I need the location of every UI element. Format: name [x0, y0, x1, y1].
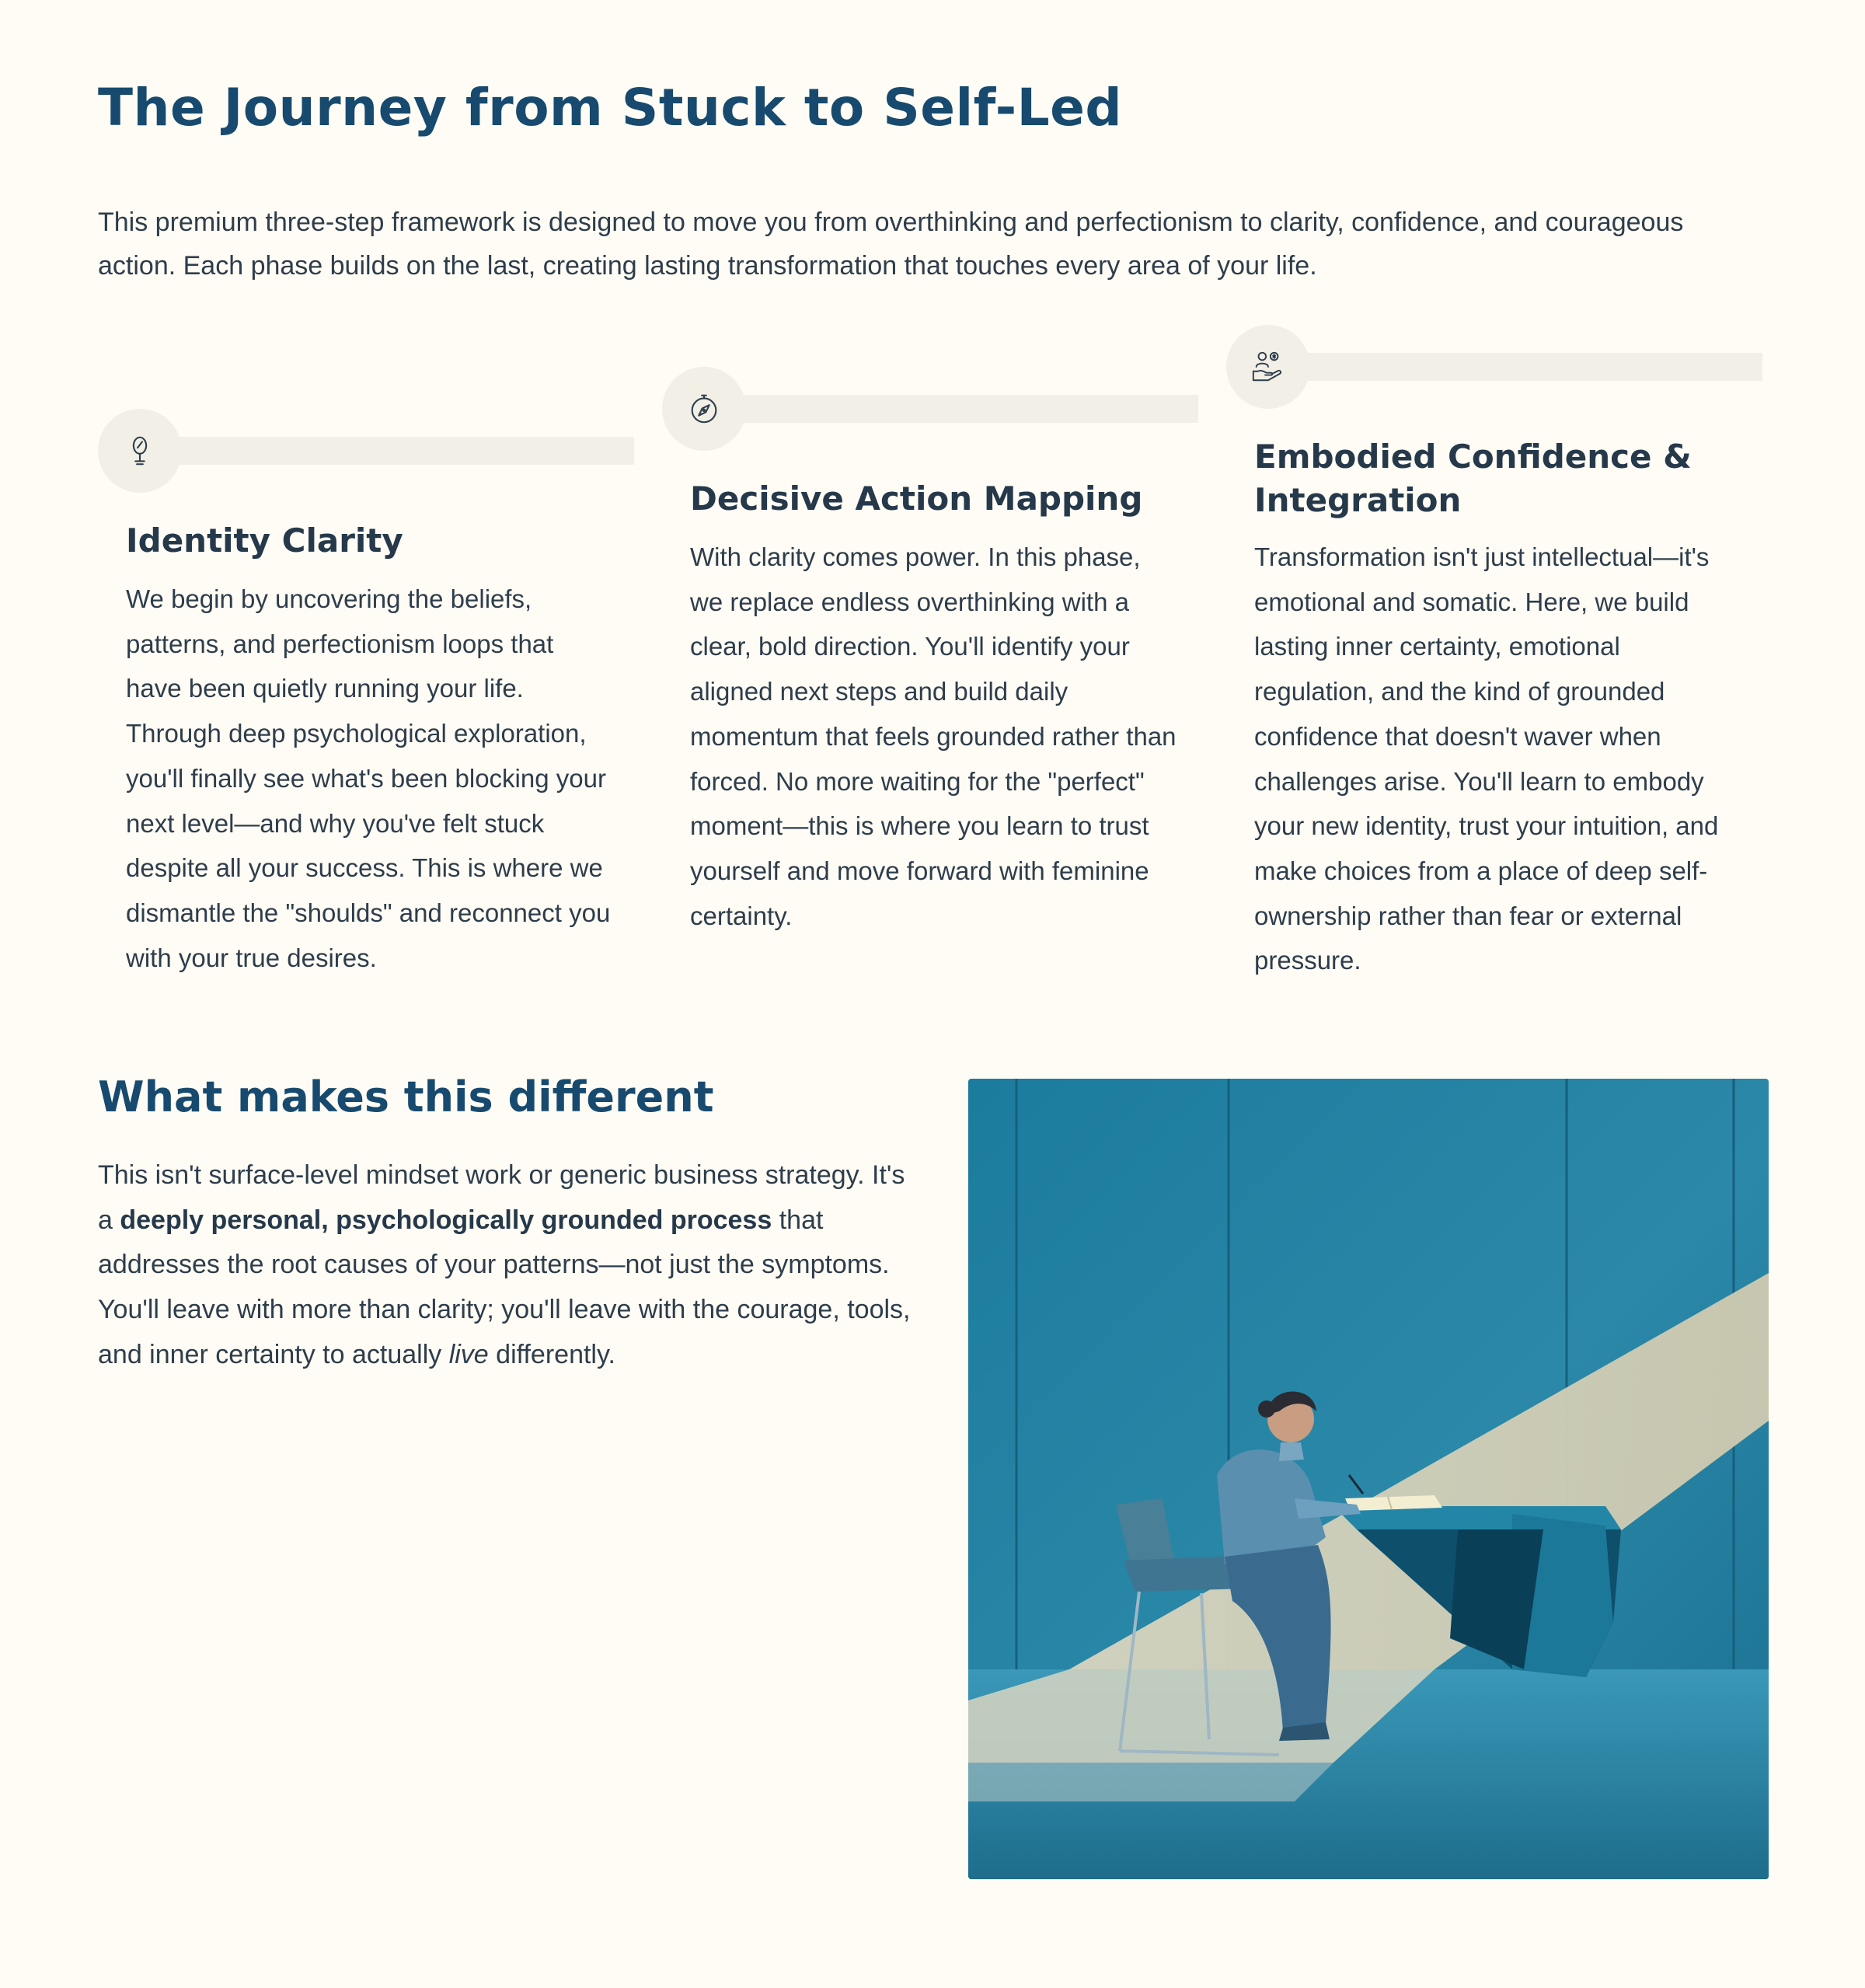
step-identity-clarity — [98, 409, 642, 984]
step-body: Transformation isn't just intellectual—it's emotional and somatic. Here, we build lasting inner certainty, emotional regulation, and the kind of grounded confidence that doesn't waver when challenges arise. You'll learn to embody your new identity, trust your intuition, and make choices from a place of deep self-ownership rather than fear or external pressure. — [1254, 542, 1719, 975]
step-title: Decisive Action Mapping — [690, 480, 1143, 518]
bold-emphasis: deeply personal, psychologically grounded process — [120, 1205, 772, 1235]
step-progress-bar — [176, 437, 634, 465]
italic-emphasis: live — [448, 1339, 489, 1369]
section-title-different: What makes this different — [98, 1072, 714, 1121]
step-progress-bar — [740, 395, 1198, 423]
icon-badge — [98, 409, 182, 493]
text-segment: that addresses the root causes of your patterns—not just the symptoms. You'll leave with more than clarity; you'll leave with the courage, tools, and inner certainty to actually — [98, 1205, 911, 1369]
step-title: Identity Clarity — [126, 521, 403, 560]
step-body: With clarity comes power. In this phase, we replace endless overthinking with a clear, bold direction. You'll identify your aligned next steps and build daily momentum that feels grounded rather than forced. No more waiting for the "perfect" moment—this is where you learn to trust yourself and move forward with feminine certainty. — [690, 542, 1177, 930]
mirror-icon — [122, 433, 158, 469]
step-progress-bar — [1304, 353, 1762, 381]
intro-paragraph: This premium three-step framework is designed to move you from overthinking and perfectionism to clarity, confidence, and courageous action. Each phase builds on the last, creating lasting transformation that touches every area of your life. — [98, 208, 1684, 281]
step-embodied-confidence — [1226, 325, 1770, 993]
woman-writing-at-desk-image — [968, 1079, 1769, 1879]
icon-badge — [662, 367, 746, 451]
text-segment: differently. — [488, 1339, 615, 1369]
page-title: The Journey from Stuck to Self-Led — [98, 78, 1123, 138]
step-title: Embodied Confidence & Integration — [1254, 438, 1692, 519]
text-segment: This isn't surface-level mindset work or generic business strategy. It's a — [98, 1160, 905, 1235]
step-decisive-action-mapping — [662, 367, 1206, 942]
illustration-scene — [968, 1079, 1769, 1879]
step-body: We begin by uncovering the beliefs, patterns, and perfectionism loops that have been quietly running your life. Through deep psychological exploration, you'll finally see what's been blocking your next level—and why you've felt stuck despite all your success. This is where we dismantle the "shoulds" and reconnect you with your true desires. — [126, 584, 611, 972]
icon-badge — [1226, 325, 1310, 409]
hand-with-people-icon — [1250, 349, 1286, 385]
section-body-different — [98, 1153, 914, 1378]
compass-icon — [686, 391, 722, 427]
